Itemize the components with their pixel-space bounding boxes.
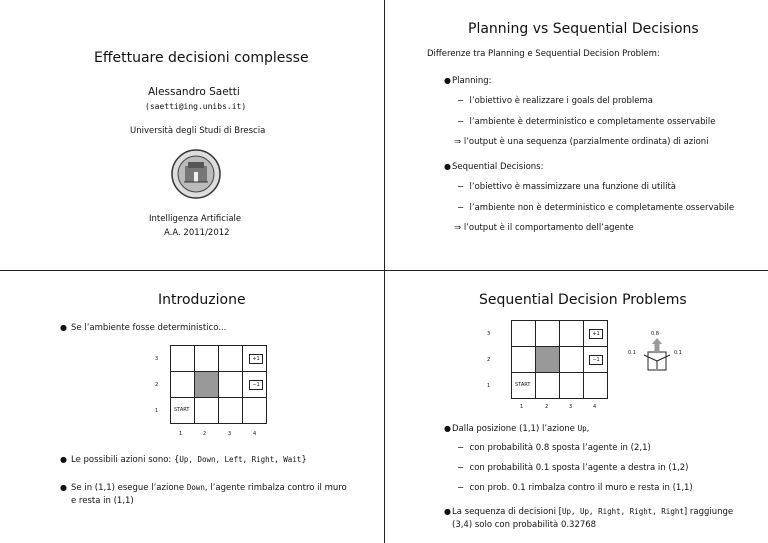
col-label: 1 <box>179 431 183 437</box>
grid-cell <box>218 371 243 398</box>
prob-up-label: 0.8 <box>651 331 659 337</box>
grid-wall <box>535 346 560 373</box>
planning-item-2: − l’ambiente è deterministico e completamente osservabile <box>457 117 716 127</box>
grid-wall <box>194 371 219 398</box>
grid-cell <box>511 346 536 373</box>
academic-year: A.A. 2011/2012 <box>164 228 230 238</box>
planning-item-3: ⇒ l’output è una sequenza (parzialmente ordinata) di azioni <box>454 137 709 147</box>
grid-cell <box>511 320 536 347</box>
grid-cell <box>194 397 219 424</box>
row-label: 3 <box>155 356 159 362</box>
actions-list: Up, Down, Left, Right, Wait <box>179 455 302 464</box>
sequential-item-3: ⇒ l’output è il comportamento dell’agente <box>454 223 634 233</box>
slide4-bullet-2-line2: (3,4) solo con probabilità 0.32768 <box>452 520 597 530</box>
author-name: Alessandro Saetti <box>148 86 240 98</box>
slide4-sub-item-3: − con prob. 0.1 rimbalza contro il muro e resta in (1,1) <box>457 483 693 493</box>
grid-cell <box>559 320 584 347</box>
slide4-sub-item-1: − con probabilità 0.8 sposta l’agente in (2,1) <box>457 443 651 453</box>
prob-left-label: 0.1 <box>628 350 636 356</box>
row-label: 1 <box>487 383 491 389</box>
bullet-icon: ● <box>444 162 451 171</box>
dash-icon: − <box>457 483 465 493</box>
planning-heading: Planning: <box>452 76 492 86</box>
sequential-heading: Sequential Decisions: <box>452 162 544 172</box>
implies-arrow-icon: ⇒ <box>454 137 462 147</box>
implies-arrow-icon: ⇒ <box>454 223 462 233</box>
slide2-title: Planning vs Sequential Decisions <box>468 21 699 37</box>
grid-cell <box>583 372 608 399</box>
bullet-icon: ● <box>444 76 451 85</box>
affiliation: Università degli Studi di Brescia <box>130 126 266 136</box>
prob-right-label: 0.1 <box>674 350 682 356</box>
slide3-bullet-3-line2: e resta in (1,1) <box>71 496 134 506</box>
dash-icon: − <box>457 182 465 192</box>
col-label: 4 <box>253 431 257 437</box>
goal-reward-label: +1 <box>589 329 603 339</box>
slide3-bullet-1: Se l’ambiente fosse deterministico... <box>71 323 227 333</box>
row-label: 3 <box>487 331 491 337</box>
slide2-intro: Differenze tra Planning e Sequential Decision Problem: <box>427 49 660 59</box>
dash-icon: − <box>457 203 465 213</box>
grid-cell <box>218 345 243 372</box>
col-label: 2 <box>203 431 207 437</box>
slide3-title: Introduzione <box>158 292 246 308</box>
grid-cell <box>170 345 195 372</box>
slide4-sub-item-2: − con probabilità 0.1 sposta l’agente a destra in (1,2) <box>457 463 689 473</box>
author-email: (saetti@ing.unibs.it) <box>145 102 247 111</box>
row-label: 2 <box>487 357 491 363</box>
transition-arrows-icon <box>640 338 674 372</box>
bullet-icon: ● <box>444 507 451 516</box>
slide4-title: Sequential Decision Problems <box>479 292 687 308</box>
bullet-icon: ● <box>60 483 67 492</box>
dash-icon: − <box>457 117 465 127</box>
col-label: 4 <box>593 404 597 410</box>
col-label: 1 <box>520 404 524 410</box>
col-label: 2 <box>545 404 549 410</box>
dash-icon: − <box>457 443 465 453</box>
grid-cell <box>218 397 243 424</box>
grid-cell <box>242 397 267 424</box>
bullet-icon: ● <box>444 424 451 433</box>
goal-reward-label: +1 <box>249 354 263 364</box>
grid-cell <box>535 320 560 347</box>
course-name: Intelligenza Artificiale <box>149 214 242 224</box>
start-label: START <box>174 407 190 413</box>
start-label: START <box>515 382 531 388</box>
vertical-divider <box>384 0 385 543</box>
slide3-bullet-2: Le possibili azioni sono: {Up, Down, Left, Right, Wait} <box>71 455 307 465</box>
grid-cell <box>535 372 560 399</box>
slide4-bullet-2: La sequenza di decisioni [Up, Up, Right, Right, Right] raggiunge <box>452 507 734 517</box>
bullet-icon: ● <box>60 323 67 332</box>
col-label: 3 <box>228 431 232 437</box>
grid-cell <box>559 372 584 399</box>
sequential-item-1: − l’obiettivo è massimizzare una funzione di utilità <box>457 182 676 192</box>
slide1-title: Effettuare decisioni complesse <box>94 50 309 66</box>
sequential-item-2: − l’ambiente non è deterministico e completamente osservabile <box>457 203 735 213</box>
penalty-label: −1 <box>249 380 263 390</box>
planning-item-1: − l’obiettivo è realizzare i goals del problema <box>457 96 653 106</box>
row-label: 2 <box>155 382 159 388</box>
slide3-bullet-3: Se in (1,1) esegue l’azione Down, l’agente rimbalza contro il muro <box>71 483 347 493</box>
slide4-bullet-1: Dalla posizione (1,1) l’azione Up, <box>452 424 590 434</box>
penalty-label: −1 <box>589 355 603 365</box>
university-seal-logo <box>170 148 222 200</box>
bullet-icon: ● <box>60 455 67 464</box>
row-label: 1 <box>155 408 159 414</box>
dash-icon: − <box>457 96 465 106</box>
grid-cell <box>170 371 195 398</box>
dash-icon: − <box>457 463 465 473</box>
grid-cell <box>194 345 219 372</box>
col-label: 3 <box>569 404 573 410</box>
grid-cell <box>559 346 584 373</box>
